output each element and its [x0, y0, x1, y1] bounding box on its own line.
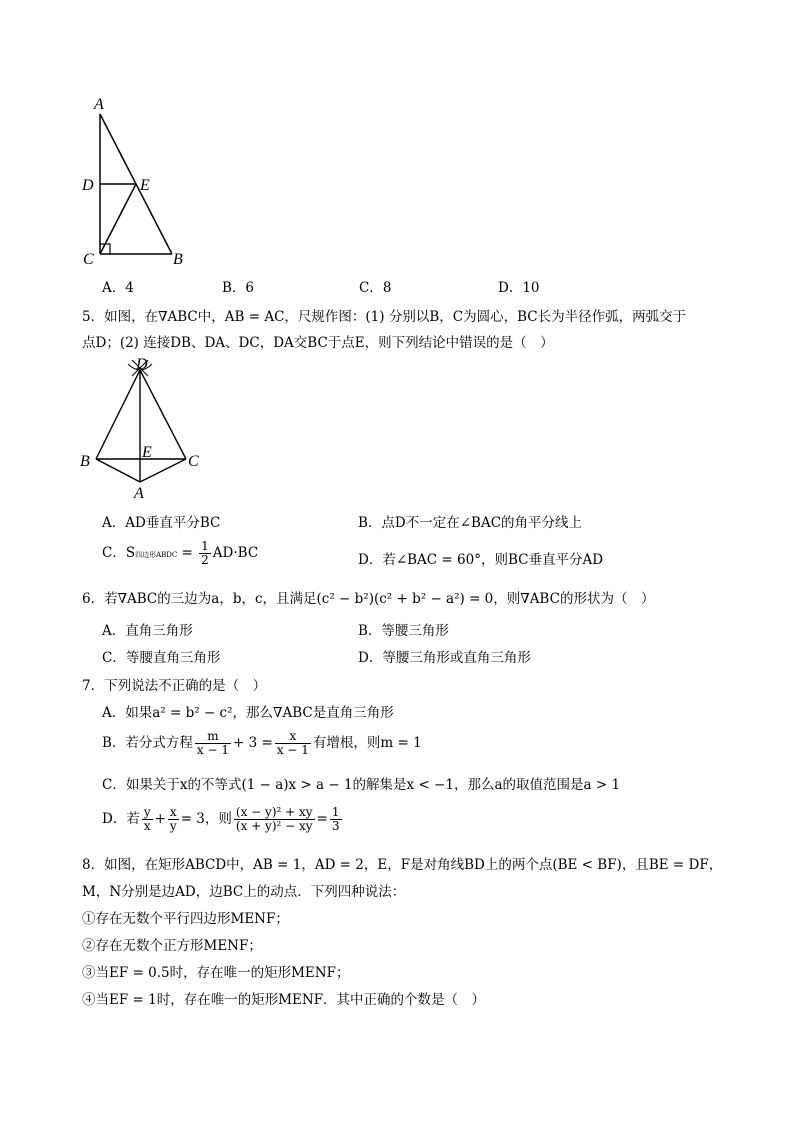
q7-b-frac2 — [275, 730, 311, 757]
fig4-label-a: A — [94, 96, 104, 113]
fig4-label-c: C — [83, 251, 94, 268]
frac-num: m — [195, 730, 231, 744]
q7-stem: 7．下列说法不正确的是（ ） — [82, 678, 267, 694]
q7-b-mid: + 3 = — [233, 735, 273, 751]
q5-option-c-prefix: C．S — [102, 545, 136, 561]
frac-num: 1 — [201, 539, 209, 553]
q5-option-c-eq: = — [177, 545, 198, 561]
fig4-label-e: E — [140, 177, 150, 194]
q5-option-c-tail: AD·BC — [212, 545, 259, 561]
q7-d-frac1 — [142, 806, 153, 833]
q5-option-c — [102, 540, 258, 567]
q8-stem-line2: M，N分别是边AD，边BC上的动点．下列四种说法： — [82, 884, 406, 900]
q6-option-a: A．直角三角形 — [102, 623, 193, 639]
fig4-label-b: B — [173, 251, 183, 268]
q6-option-d: D．等腰三角形或直角三角形 — [358, 650, 531, 666]
q6-option-b: B．等腰三角形 — [358, 623, 449, 639]
q5-option-d: D．若∠BAC = 60°，则BC垂直平分AD — [358, 552, 604, 568]
q7-d-frac3 — [234, 806, 315, 833]
q8-item-4: ④当EF = 1时，存在唯一的矩形MENF．其中正确的个数是（ ） — [82, 992, 486, 1008]
q7-b-prefix: B．若分式方程 — [102, 735, 193, 751]
frac-num: y — [143, 805, 151, 819]
q5-stem-line2: 点D；(2) 连接DB、DA、DC，DA交BC于点E，则下列结论中错误的是（ ） — [82, 335, 554, 351]
q7-d-frac2 — [168, 806, 179, 833]
q4-option-d: D．10 — [498, 280, 540, 296]
q7-option-c: C．如果关于x的不等式(1 − a)x > a − 1的解集是x < −1，那么a的取值范围是a > 1 — [102, 777, 621, 793]
q7-b-frac1 — [195, 730, 231, 757]
q4-option-a: A．4 — [102, 280, 134, 296]
frac-den: x − 1 — [276, 743, 309, 757]
q8-item-1: ①存在无数个平行四边形MENF； — [82, 911, 289, 927]
q7-option-d — [102, 806, 344, 833]
figure-q5 — [78, 356, 208, 504]
frac-den: y — [169, 819, 177, 833]
fig4-label-d: D — [82, 177, 94, 194]
q6-option-c: C．等腰直角三角形 — [102, 650, 221, 666]
fig5-label-a: A — [134, 485, 144, 502]
fig5-label-b: B — [80, 453, 90, 470]
q6-stem: 6．若∇ABC的三边为a，b，c，且满足(c² − b²)(c² + b² − a²) = 0，则∇ABC的形状为（ ） — [82, 591, 655, 607]
figure-q4 — [78, 92, 198, 270]
q7-d-plus: + — [154, 811, 166, 827]
q7-d-mid: = 3，则 — [180, 811, 232, 827]
q8-item-3: ③当EF = 0.5时，存在唯一的矩形MENF； — [82, 965, 350, 981]
q8-item-2: ②存在无数个正方形MENF； — [82, 938, 262, 954]
q8-stem-line1: 8．如图，在矩形ABCD中，AB = 1，AD = 2，E，F是对角线BD上的两个点(BE < BF)，且BE = DF， — [82, 857, 723, 873]
frac-num: 1 — [331, 805, 340, 819]
q5-option-a: A．AD垂直平分BC — [102, 515, 221, 531]
q4-option-c: C．8 — [359, 280, 392, 296]
q4-option-b: B．6 — [222, 280, 255, 296]
frac-den: (x + y)² − xy — [235, 819, 313, 833]
q5-stem-line1: 5．如图，在∇ABC中，AB = AC，尺规作图：(1) 分别以B，C为圆心，BC长为半径作弧，两弧交于 — [82, 309, 687, 325]
frac-num: x — [275, 730, 311, 744]
q7-d-frac4 — [330, 806, 342, 833]
fig5-label-c: C — [188, 453, 199, 470]
q5-option-c-frac — [199, 540, 211, 567]
frac-num: x — [169, 805, 177, 819]
q5-option-b: B．点D不一定在∠BAC的角平分线上 — [358, 515, 583, 531]
fig5-label-d: D — [136, 356, 148, 373]
q7-d-eq: = — [316, 811, 328, 827]
frac-den: x — [143, 819, 151, 833]
q7-option-b — [102, 730, 422, 757]
q7-d-prefix: D．若 — [102, 811, 140, 827]
fig5-label-e: E — [142, 444, 152, 461]
frac-den: x − 1 — [196, 743, 230, 757]
frac-den: 3 — [331, 819, 340, 833]
q7-b-tail: 有增根，则m = 1 — [312, 735, 422, 751]
frac-num: (x − y)² + xy — [235, 805, 313, 819]
q7-option-a: A．如果a² = b² − c²，那么∇ABC是直角三角形 — [102, 705, 394, 721]
frac-den: 2 — [201, 553, 209, 567]
q5-option-c-sub: 四边形ABDC — [135, 551, 178, 559]
